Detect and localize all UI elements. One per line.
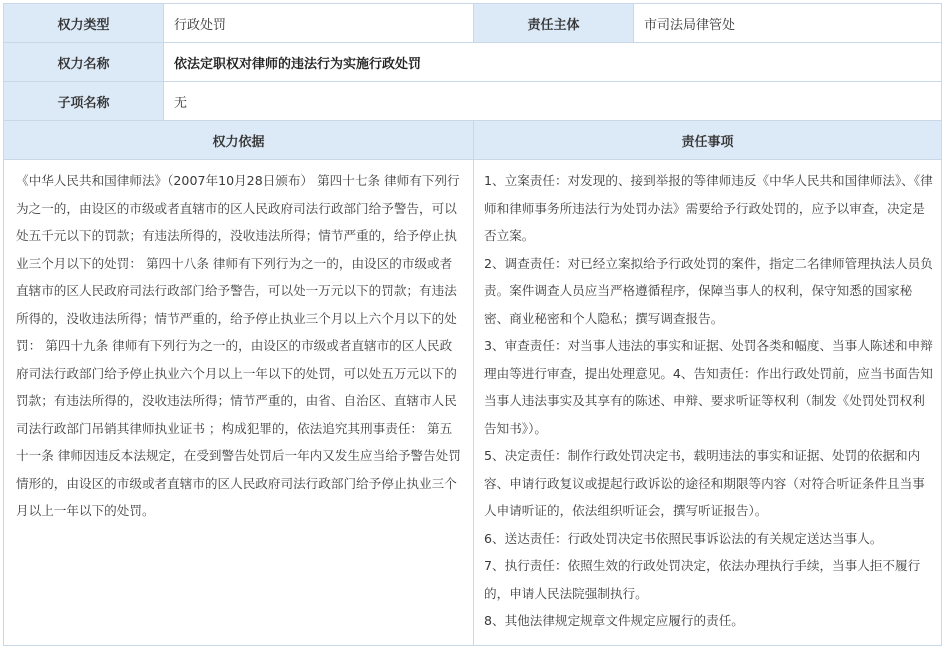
power-info-table bbox=[3, 3, 942, 646]
value-power-type: 行政处罚 bbox=[164, 4, 474, 43]
row-content bbox=[4, 160, 942, 646]
value-sub-item: 无 bbox=[164, 82, 942, 121]
row-column-headers bbox=[4, 121, 942, 160]
header-power-basis: 权力依据 bbox=[4, 121, 474, 160]
power-info-table-wrapper bbox=[3, 3, 941, 646]
row-power-name bbox=[4, 43, 942, 82]
duty-item-1: 1、立案责任：对发现的、接到举报的等律师违反《中华人民共和国律师法》、《律师和律师事务所违法行为处罚办法》需要给予行政处罚的，应予以审查，决定是否立案。 bbox=[484, 173, 933, 243]
row-type-subject bbox=[4, 4, 942, 43]
label-responsible-subject: 责任主体 bbox=[474, 4, 634, 43]
duty-item-3: 3、审查责任：对当事人违法的事实和证据、处罚各类和幅度、当事人陈述和申辩理由等进行审查，提出处理意见。4、告知责任：作出行政处罚前，应当书面告知当事人违法事实及其享有的陈述、申辩、要求听证等权利（制发《处罚处罚权利告知书》）。 bbox=[484, 338, 933, 436]
label-power-name: 权力名称 bbox=[4, 43, 164, 82]
duty-item-2: 2、调查责任：对已经立案拟给予行政处罚的案件，指定二名律师管理执法人员负责。案件调查人员应当严格遵循程序，保障当事人的权利，保守知悉的国家秘密、商业秘密和个人隐私；撰写调查报告。 bbox=[484, 255, 933, 326]
duty-item-5: 5、决定责任：制作行政处罚决定书，载明违法的事实和证据、处罚的依据和内容、申请行政复议或提起行政诉讼的途径和期限等内容（对符合听证条件且当事人申请听证的，依法组织听证会，撰写听证报告）。 bbox=[484, 448, 925, 518]
duty-item-7: 7、执行责任：依照生效的行政处罚决定，依法办理执行手续，当事人拒不履行的，申请人民法院强制执行。 bbox=[484, 558, 921, 601]
value-responsible-subject: 市司法局律管处 bbox=[634, 4, 942, 43]
responsibility-items-list bbox=[474, 160, 942, 646]
label-power-type: 权力类型 bbox=[4, 4, 164, 43]
duty-item-6: 6、送达责任：行政处罚决定书依照民事诉讼法的有关规定送达当事人。 bbox=[484, 530, 883, 546]
label-sub-item: 子项名称 bbox=[4, 82, 164, 121]
row-sub-item bbox=[4, 82, 942, 121]
value-power-name: 依法定职权对律师的违法行为实施行政处罚 bbox=[164, 43, 942, 82]
duty-item-8: 8、其他法律规定规章文件规定应履行的责任。 bbox=[484, 613, 744, 628]
power-basis-text: 《中华人民共和国律师法》（2007年10月28日颁布） 第四十七条 律师有下列行为之一的，由设区的市级或者直辖市的区人民政府司法行政部门给予警告，可以处五千元以下的罚款；有违法所得的，没收违法所得；情节严重的，给予停止执业三个月以下的处罚： 第四十八条 律师有下列行为之一的，由设区的市级或者直辖市的区人民政府司法行政部门给予警告，可以处一万元以下的罚款；有违法所得的，没收违法所得；情节严重的，给予停止执业三个月以上六个月以下的处罚： 第四十九条 律师有下列行为之一的，由设区的市级或者直辖市的区人民政府司法行政部门给予停止执业六个月以上一年以下的处罚，可以处五万元以下的罚款；有违法所得的，没收违法所得；情节严重的，由省、自治区、直辖市人民司法行政部门吊销其律师执业证书 ；构成犯罪的，依法追究其刑事责任： 第五十一条 律师因违反本法规定，在受到警告处罚后一年内又发生应当给予警告处罚情形的，由设区的市级或者直辖市的区人民政府司法行政部门给予停止执业三个月以上一年以下的处罚。 bbox=[4, 160, 474, 646]
header-responsibility-items: 责任事项 bbox=[474, 121, 942, 160]
